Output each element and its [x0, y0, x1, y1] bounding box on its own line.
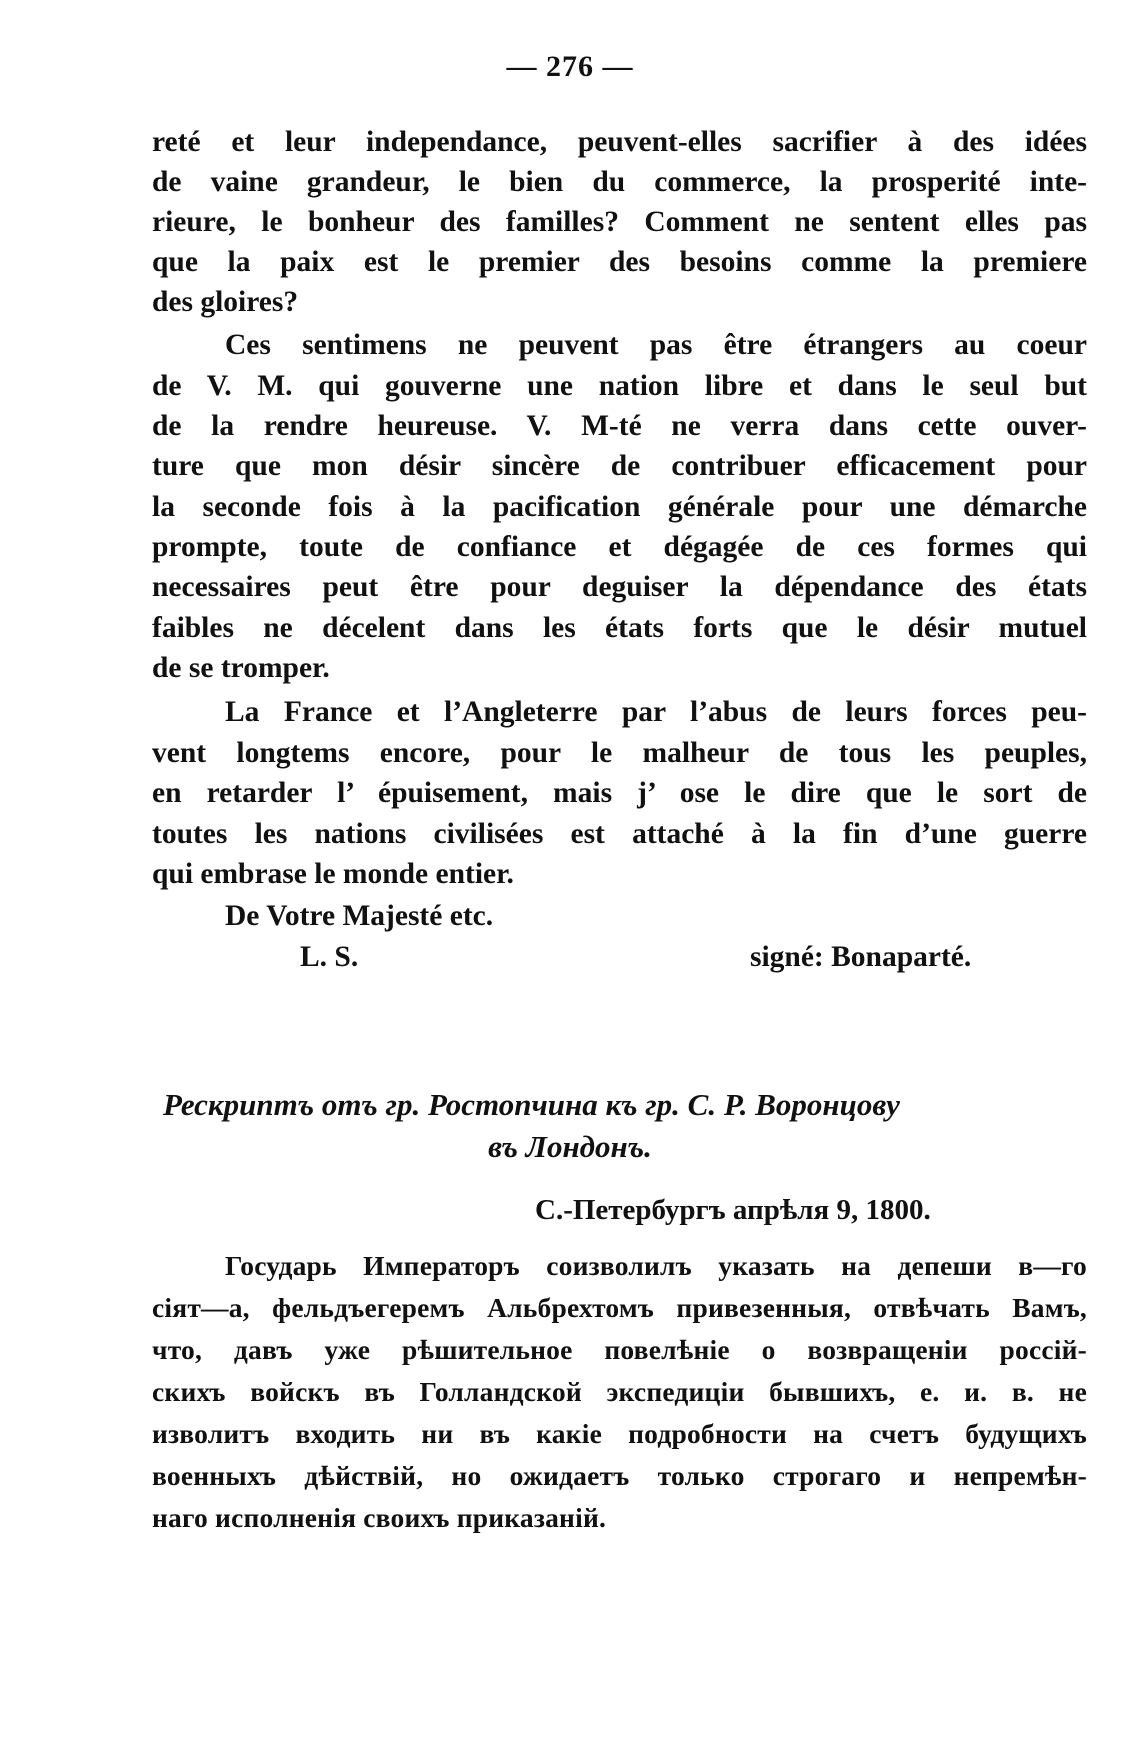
text-line: en retarder l’ épuisement, mais j’ ose le dire que le sort de	[152, 777, 1087, 809]
text-line: сiят—а, фельдъегеремъ Альбрехтомъ привезенныя, отвѣчать Вамъ,	[152, 1292, 1087, 1323]
closing-formula: De Votre Majesté etc.	[225, 900, 494, 932]
text-line: rieure, le bonheur des familles? Comment ne sentent elles pas	[152, 206, 1087, 238]
text-line: La France et l’Angleterre par l’abus de leurs forces peu-	[225, 696, 1087, 728]
text-line: изволитъ входить ни въ какiе подробности на счетъ будущихъ	[152, 1418, 1087, 1449]
text-line: des gloires?	[152, 286, 299, 318]
text-line: наго исполненiя своихъ приказанiй.	[152, 1502, 607, 1533]
text-line: que la paix est le premier des besoins comme la premiere	[152, 246, 1087, 278]
text-line: военныхъ дѣйствiй, но ожидаетъ только строгаго и непремѣн-	[152, 1460, 1087, 1491]
signature: signé: Bonaparté.	[750, 941, 972, 973]
text-line: de se tromper.	[152, 652, 330, 684]
text-line: faibles ne décelent dans les états forts que le désir mutuel	[152, 612, 1087, 644]
text-line: reté et leur independance, peuvent-elles sacrifier à des idées	[152, 126, 1087, 158]
text-line: de V. M. qui gouverne une nation libre et dans le seul but	[152, 370, 1087, 402]
text-line: ture que mon désir sincère de contribuer efficacement pour	[152, 450, 1087, 482]
text-line: Ces sentimens ne peuvent pas être étrangers au coeur	[225, 329, 1087, 361]
dateline: С.-Петербургъ апрѣля 9, 1800.	[535, 1194, 931, 1226]
text-line: qui embrase le monde entier.	[152, 858, 514, 890]
text-line: de la rendre heureuse. V. M-té ne verra dans cette ouver-	[152, 410, 1087, 442]
text-line: toutes les nations civilisées est attaché à la fin d’une guerre	[152, 818, 1087, 850]
text-line: что, давъ уже рѣшительное повелѣнiе о возвращенiи россiй-	[152, 1334, 1087, 1365]
rescript-heading: Рескриптъ отъ гр. Ростопчина къ гр. С. Р. Воронцову	[163, 1087, 900, 1122]
text-line: prompte, toute de confiance et dégagée de ces formes qui	[152, 531, 1087, 563]
text-line: Государь Императоръ соизволилъ указать на депеши в—го	[225, 1250, 1087, 1281]
text-line: necessaires peut être pour deguiser la dépendance des états	[152, 571, 1087, 603]
page-number: — 276 —	[506, 50, 634, 83]
rescript-heading-place: въ Лондонъ.	[488, 1129, 652, 1164]
seal-mark: L. S.	[300, 941, 359, 973]
text-line: vent longtems encore, pour le malheur de tous les peuples,	[152, 737, 1087, 769]
text-line: de vaine grandeur, le bien du commerce, la prosperité inte-	[152, 166, 1087, 198]
text-line: la seconde fois à la pacification générale pour une démarche	[152, 491, 1087, 523]
text-line: скихъ войскъ въ Голландской экспедицiи бывшихъ, е. и. в. не	[152, 1376, 1087, 1407]
